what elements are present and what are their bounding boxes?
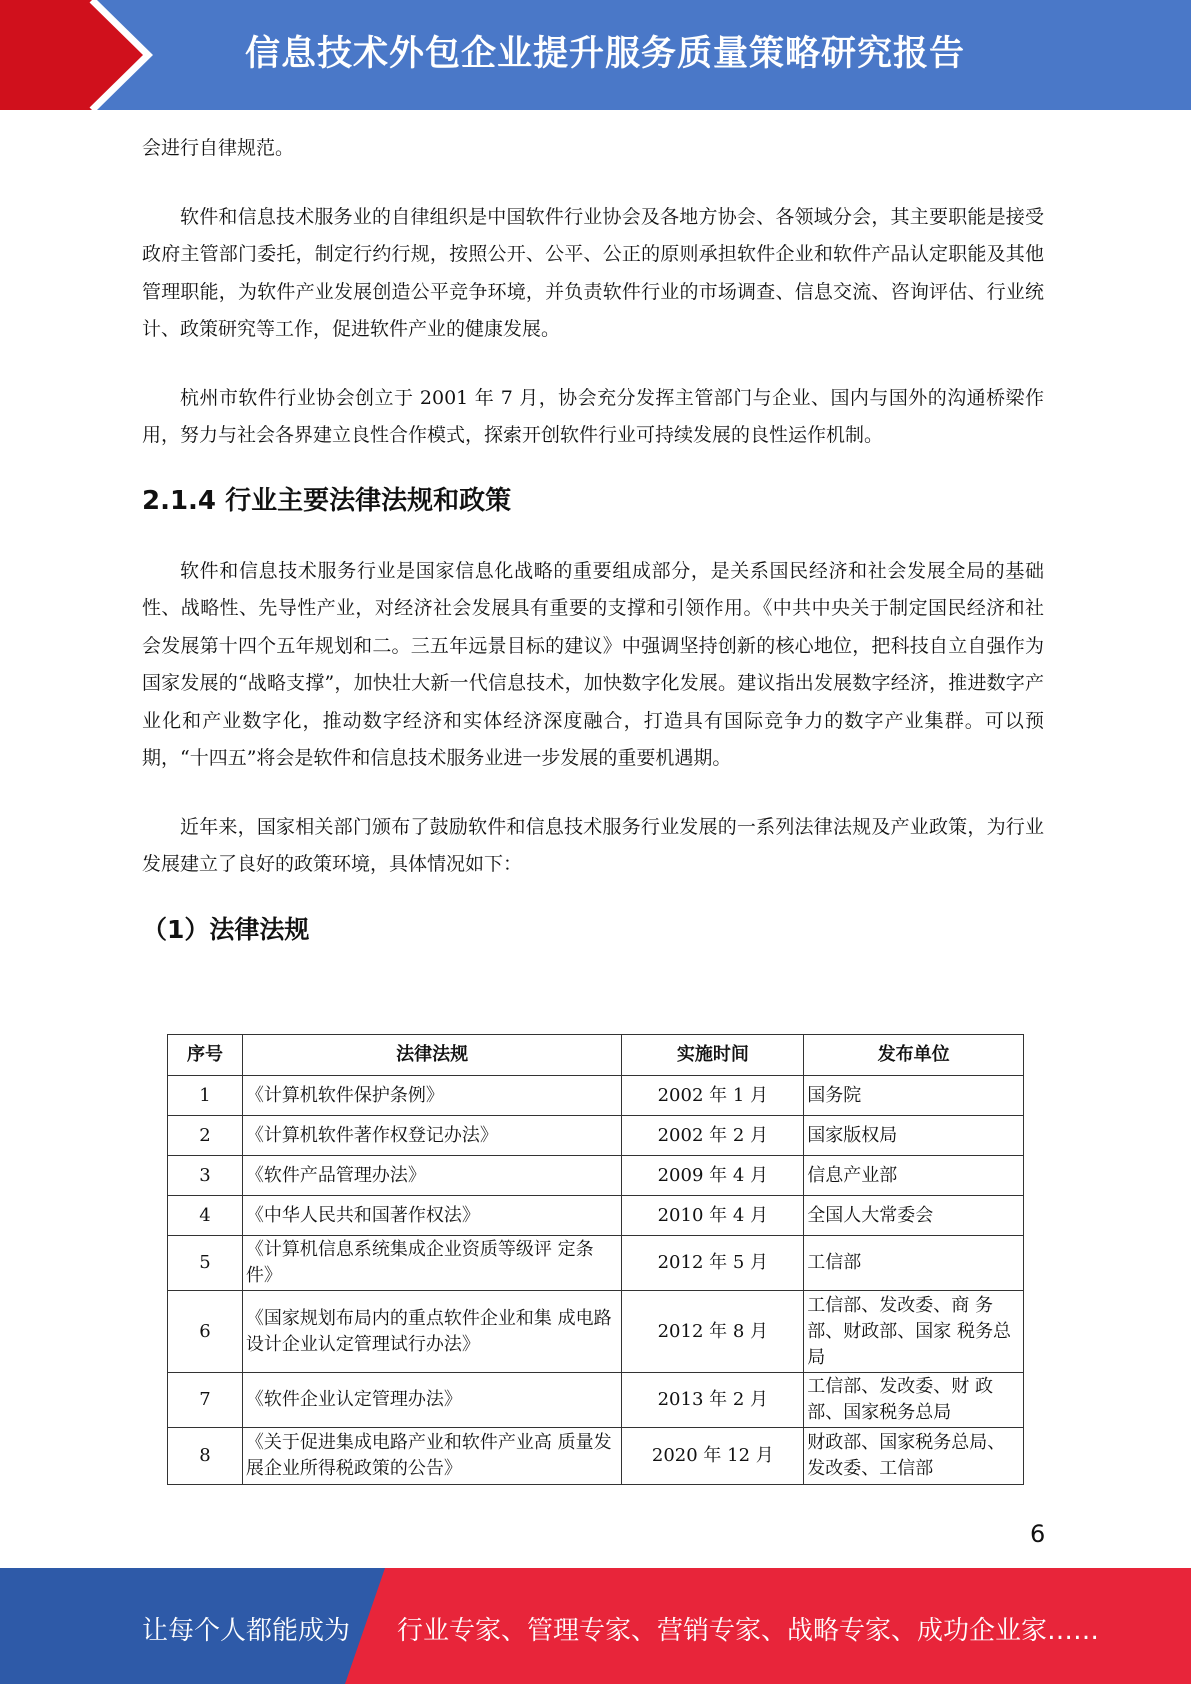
cell-law: 《计算机软件著作权登记办法》 [242,1116,622,1156]
cell-law: 《软件企业认定管理办法》 [242,1373,622,1428]
cell-index: 1 [168,1076,243,1116]
cell-index: 8 [168,1428,243,1485]
footer-slogan-left: 让每个人都能成为 [142,1616,351,1646]
paragraph-policy-intro: 近年来，国家相关部门颁布了鼓励软件和信息技术服务行业发展的一系列法律法规及产业政策，为行业发展建立了良好的政策环境，具体情况如下： [142,815,1044,875]
cell-index: 3 [168,1156,243,1196]
page-number: 6 [1030,1520,1046,1548]
cell-date: 2013 年 2 月 [622,1373,804,1428]
cell-law: 《国家规划布局内的重点软件企业和集 成电路设计企业认定管理试行办法》 [242,1291,622,1373]
cell-law: 《计算机信息系统集成企业资质等级评 定条件》 [242,1236,622,1291]
cell-publisher: 全国人大常委会 [804,1196,1024,1236]
laws-table [167,1034,1024,1485]
cell-date: 2002 年 2 月 [622,1116,804,1156]
cell-law: 《中华人民共和国著作权法》 [242,1196,622,1236]
cell-index: 2 [168,1116,243,1156]
cell-date: 2020 年 12 月 [622,1428,804,1485]
report-title: 信息技术外包企业提升服务质量策略研究报告 [245,34,966,74]
paragraph-continuation: 会进行自律规范。 [142,137,295,159]
cell-law: 《计算机软件保护条例》 [242,1076,622,1116]
subsection-heading: （1）法律法规 [142,914,310,944]
cell-publisher: 工信部、发改委、财 政部、国家税务总局 [804,1373,1024,1428]
cell-publisher: 国务院 [804,1076,1024,1116]
header-publisher: 发布单位 [804,1035,1024,1076]
table-row [168,1236,1024,1291]
page-header [0,0,1191,110]
cell-date: 2010 年 4 月 [622,1196,804,1236]
table-row [168,1373,1024,1428]
table-row [168,1428,1024,1485]
cell-law: 《关于促进集成电路产业和软件产业高 质量发展企业所得税政策的公告》 [242,1428,622,1485]
cell-publisher: 国家版权局 [804,1116,1024,1156]
footer-slogan-right: 行业专家、管理专家、营销专家、战略专家、成功企业家…… [397,1616,1100,1646]
document-body [142,130,1044,950]
paragraph-hangzhou-association: 杭州市软件行业协会创立于 2001 年 7 月，协会充分发挥主管部门与企业、国内与国外的沟通桥梁作用，努力与社会各界建立良性合作模式，探索开创软件行业可持续发展的良性运作机制。 [142,386,1044,446]
cell-date: 2012 年 8 月 [622,1291,804,1373]
paragraph-industry-strategy: 软件和信息技术服务行业是国家信息化战略的重要组成部分，是关系国民经济和社会发展全局的基础性、战略性、先导性产业，对经济社会发展具有重要的支撑和引领作用。《中共中央关于制定国民经济和社会发展第十四个五年规划和二。三五年远景目标的建议》中强调坚持创新的核心地位，把科技自立自强作为国家发展的“战略支撑”，加快壮大新一代信息技术，加快数字化发展。建议指出发展数字经济，推进数字产业化和产业数字化，推动数字经济和实体经济深度融合，打造具有国际竞争力的数字产业集群。可以预期，“十四五”将会是软件和信息技术服务业进一步发展的重要机遇期。 [142,559,1044,769]
cell-publisher: 工信部 [804,1236,1024,1291]
cell-publisher: 工信部、发改委、商 务部、财政部、国家 税务总局 [804,1291,1024,1373]
cell-index: 6 [168,1291,243,1373]
table-header-row [168,1035,1024,1076]
cell-date: 2012 年 5 月 [622,1236,804,1291]
header-date: 实施时间 [622,1035,804,1076]
table-row [168,1196,1024,1236]
table-row [168,1076,1024,1116]
cell-publisher: 财政部、国家税务总局、发改委、工信部 [804,1428,1024,1485]
section-heading: 2.1.4 行业主要法律法规和政策 [142,485,512,516]
header-index: 序号 [168,1035,243,1076]
cell-law: 《软件产品管理办法》 [242,1156,622,1196]
cell-index: 4 [168,1196,243,1236]
cell-date: 2009 年 4 月 [622,1156,804,1196]
header-law: 法律法规 [242,1035,622,1076]
cell-index: 7 [168,1373,243,1428]
page-footer [0,1568,1191,1684]
cell-publisher: 信息产业部 [804,1156,1024,1196]
cell-date: 2002 年 1 月 [622,1076,804,1116]
table-row [168,1116,1024,1156]
header-red-arrow [0,0,148,110]
table-row [168,1156,1024,1196]
table-row [168,1291,1024,1373]
paragraph-self-regulation: 软件和信息技术服务业的自律组织是中国软件行业协会及各地方协会、各领域分会，其主要职能是接受政府主管部门委托，制定行约行规，按照公开、公平、公正的原则承担软件企业和软件产品认定职能及其他管理职能，为软件产业发展创造公平竞争环境，并负责软件行业的市场调查、信息交流、咨询评估、行业统计、政策研究等工作，促进软件产业的健康发展。 [142,205,1044,340]
cell-index: 5 [168,1236,243,1291]
